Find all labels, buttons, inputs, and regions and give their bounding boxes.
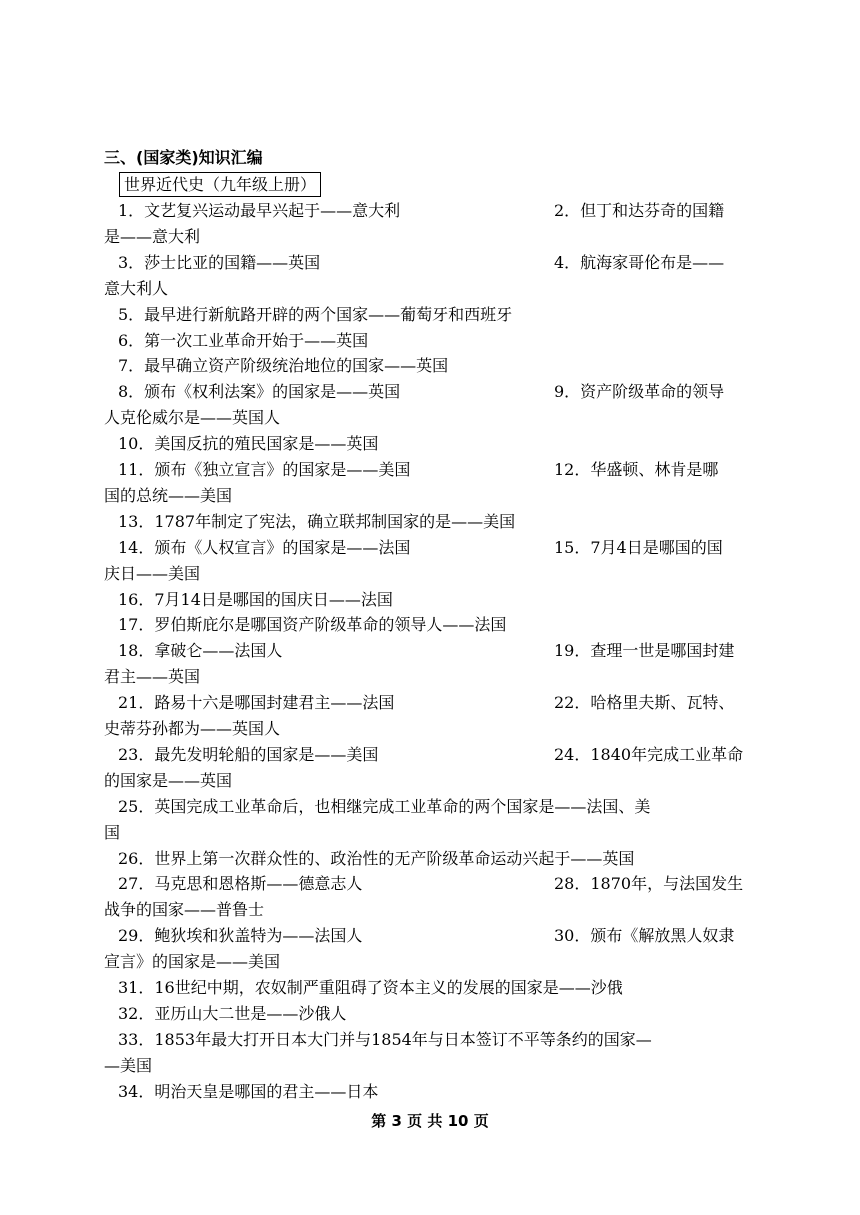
text-line — [104, 612, 760, 638]
text-line — [104, 224, 760, 250]
text-line — [104, 742, 760, 768]
list-item-text-right: 15．7月4日是哪国的国 — [554, 537, 723, 557]
text-line — [104, 561, 760, 587]
text-line — [104, 716, 760, 742]
list-item-text: 1．文艺复兴运动最早兴起于——意大利 — [118, 201, 401, 220]
list-item-text: 27．马克思和恩格斯——德意志人 — [118, 874, 363, 894]
text-line — [104, 276, 760, 302]
text-line — [104, 794, 760, 820]
text-line — [104, 768, 760, 794]
list-item-text: 是——意大利 — [104, 226, 201, 246]
text-line — [104, 250, 760, 276]
list-item-text: 宣言》的国家是——美国 — [104, 952, 281, 972]
text-line — [104, 638, 760, 664]
list-item-text: 君主——英国 — [104, 667, 201, 687]
list-item-text-right: 12．华盛顿、林肯是哪 — [554, 460, 719, 479]
list-item-text: 26．世界上第一次群众性的、政治性的无产阶级革命运动兴起于——英国 — [118, 848, 635, 868]
text-line — [104, 664, 760, 690]
text-line — [104, 1001, 760, 1027]
list-item-text: 18．拿破仑——法国人 — [118, 641, 283, 661]
text-line — [104, 431, 760, 457]
list-item-text-right: 2．但丁和达芬奇的国籍 — [554, 201, 725, 220]
list-item-text: 10．美国反抗的殖民国家是——英国 — [118, 434, 379, 454]
list-item-text: —美国 — [104, 1055, 153, 1075]
text-line — [104, 198, 760, 224]
text-line — [104, 923, 760, 949]
list-item-text: 意大利人 — [104, 278, 169, 298]
list-item-text: 33．1853年最大打开日本大门并与1854年与日本签订不平等条约的国家— — [118, 1029, 652, 1049]
text-line — [104, 405, 760, 431]
list-item-text: 庆日——美国 — [104, 563, 201, 583]
boxed-subtitle: 世界近代史（九年级上册） — [119, 172, 321, 197]
text-line — [104, 353, 760, 379]
section-heading: 三、(国家类)知识汇编 — [104, 148, 263, 167]
text-line — [104, 1053, 760, 1079]
list-item-text: 13．1787年制定了宪法，确立联邦制国家的是——美国 — [118, 511, 516, 531]
list-item-text: 31．16世纪中期，农奴制严重阻碍了资本主义的发展的国家是——沙俄 — [118, 978, 623, 997]
list-item-text: 11．颁布《独立宣言》的国家是——美国 — [118, 460, 411, 479]
text-line — [104, 328, 760, 354]
list-item-text: 34．明治天皇是哪国的君主——日本 — [118, 1081, 379, 1101]
text-line — [104, 949, 760, 975]
text-line — [104, 975, 760, 1001]
text-line — [104, 897, 760, 923]
text-line — [104, 1079, 760, 1105]
list-item-text: 32．亚历山大二世是——沙俄人 — [118, 1003, 347, 1023]
list-item-text: 3．莎士比亚的国籍——英国 — [118, 252, 321, 272]
text-line — [104, 1027, 760, 1053]
list-item-text: 23．最先发明轮船的国家是——美国 — [118, 744, 379, 764]
list-item-text-right: 9．资产阶级革命的领导 — [554, 382, 725, 402]
text-line — [104, 871, 760, 897]
list-item-text-right: 30．颁布《解放黑人奴隶 — [554, 926, 735, 946]
list-item-text: 17．罗伯斯庇尔是哪国资产阶级革命的领导人——法国 — [118, 615, 507, 635]
text-line — [104, 509, 760, 535]
list-item-text: 6．第一次工业革命开始于——英国 — [118, 330, 369, 350]
list-item-text: 14．颁布《人权宣言》的国家是——法国 — [118, 537, 411, 557]
text-line — [104, 457, 760, 483]
list-item-text-right: 19．查理一世是哪国封建 — [554, 641, 735, 661]
text-line — [104, 587, 760, 613]
list-item-text: 16．7月14日是哪国的国庆日——法国 — [118, 589, 393, 609]
list-item-text: 战争的国家——普鲁士 — [104, 900, 265, 920]
list-item-text-right: 24．1840年完成工业革命 — [554, 744, 744, 764]
text-line — [104, 535, 760, 561]
text-line — [104, 379, 760, 405]
text-line — [104, 846, 760, 872]
list-item-text-right: 22．哈格里夫斯、瓦特、 — [554, 693, 735, 713]
list-item-text-right: 28．1870年，与法国发生 — [554, 874, 744, 894]
text-line — [104, 302, 760, 328]
list-item-text: 29．鲍狄埃和狄盖特为——法国人 — [118, 926, 363, 946]
list-item-text: 国的总统——美国 — [104, 485, 233, 505]
list-item-text: 的国家是——英国 — [104, 770, 233, 790]
list-item-text-right: 4．航海家哥伦布是—— — [554, 252, 725, 272]
list-item-text: 国 — [104, 822, 121, 842]
list-item-text: 7．最早确立资产阶级统治地位的国家——英国 — [118, 356, 449, 376]
list-item-text: 21．路易十六是哪国封建君主——法国 — [118, 693, 395, 713]
list-item-text: 人克伦威尔是——英国人 — [104, 408, 281, 428]
text-line — [104, 820, 760, 846]
list-item-text: 25．英国完成工业革命后，也相继完成工业革命的两个国家是——法国、美 — [118, 796, 651, 816]
list-item-text: 史蒂芬孙都为——英国人 — [104, 719, 281, 738]
text-line — [104, 483, 760, 509]
list-item-text: 8．颁布《权利法案》的国家是——英国 — [118, 382, 401, 402]
list-item-text: 5．最早进行新航路开辟的两个国家——葡萄牙和西班牙 — [118, 304, 513, 324]
text-line — [104, 690, 760, 716]
page-footer: 第 3 页 共 10 页 — [371, 1112, 489, 1130]
